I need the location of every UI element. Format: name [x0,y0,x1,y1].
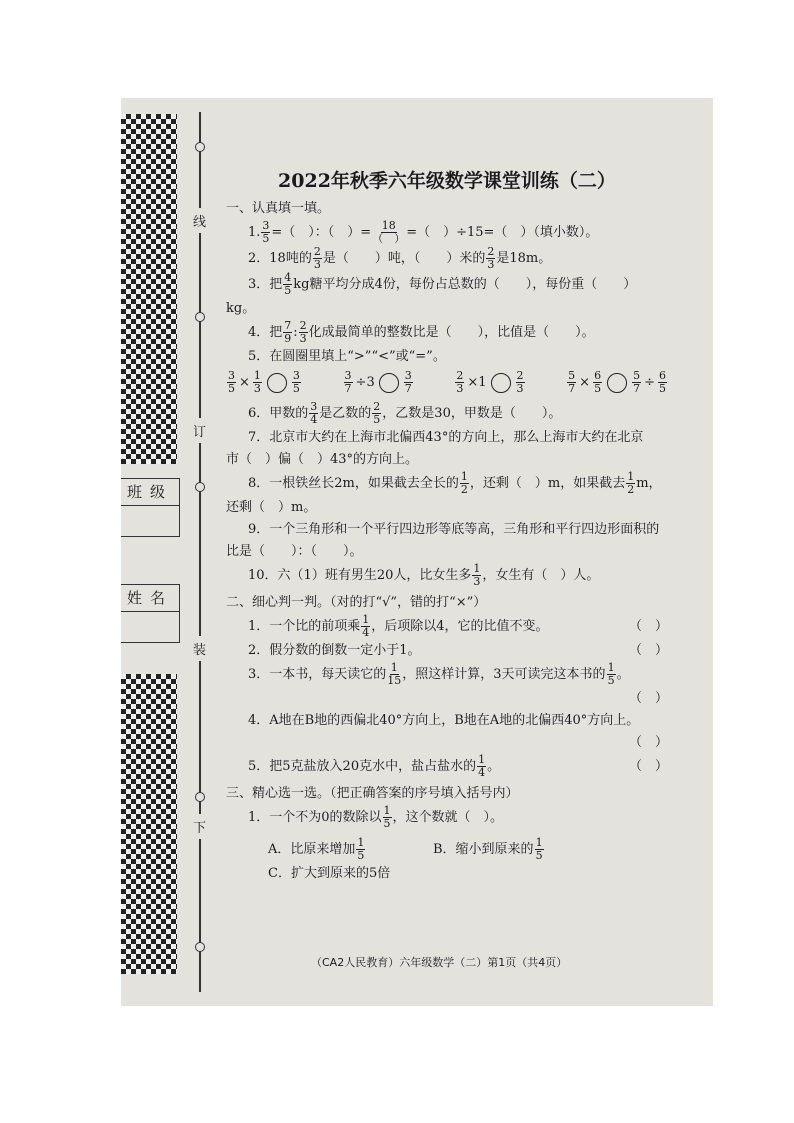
question-2-3-paren [248,688,668,710]
answer-paren[interactable]: （ ） [628,735,668,750]
compare-circle[interactable] [491,373,511,393]
binding-hole [195,942,205,952]
checker-pattern-bottom [121,674,177,974]
option-c[interactable]: C．扩大到原来的5倍 [268,866,391,881]
question-1-1: 1. $\frac{3}{5}$ =（ ）：（ ）= $\frac{18}{( )}$ =（ ）÷15=（ ）（填小数）。 [248,219,599,245]
option-b[interactable]: B．缩小到原来的 $\frac{1}{5}$ [433,836,543,862]
question-2-4: 4．A地在B地的西偏北40°方向上，B地在A地的北偏西40°方向上。 [248,713,640,728]
question-2-2: 2．假分数的倒数一定小于1。 （ ） [248,640,668,662]
bind-label-line: 线 [193,208,206,233]
section1-heading: 一、认真填一填。 [226,201,331,216]
question-1-9: 9．一个三角形和一个平行四边形等底等高，三角形和平行四边形面积的 [248,522,660,537]
class-label: 班级 [121,479,179,506]
page-footer: （CA2人民教育）六年级数学（二）第1页（共4页） [311,956,568,969]
question-2-4-paren [248,732,668,754]
question-2-5: 5．把5克盐放入20克水中，盐占盐水的 $\frac{1}{4}$ 。 （ ） [248,753,668,779]
question-3-1: 1．一个不为0的数除以 $\frac{1}{5}$ ，这个数就（ ）。 [248,804,504,830]
name-label: 姓名 [121,585,179,612]
compare-item: $\frac{2}{3}$ ×1 $\frac{2}{3}$ [456,369,524,395]
binding-hole [195,482,205,492]
compare-circle[interactable] [267,373,287,393]
question-1-2: 2．18吨的 $\frac{2}{3}$ 是（ ）吨，（ ）米的 $\frac{2}{3}$ 是18m。 [248,245,552,271]
question-1-8-cont: 还剩（ ）m。 [226,500,317,515]
binding-hole [195,792,205,802]
question-1-4: 4．把 $\frac{7}{9}$ : $\frac{2}{3}$ 化成最简单的整数比是（ ），比值是（ ）。 [248,319,595,345]
exam-paper [121,98,713,1006]
question-1-9-cont: 比是（ ）：（ ）。 [226,544,363,559]
options-row [268,862,668,886]
bind-label-staple: 订 [193,418,206,443]
question-1-6: 6．甲数的 $\frac{3}{4}$ 是乙数的 $\frac{2}{5}$ ，乙数是30，甲数是（ ）。 [248,400,562,426]
question-2-3: 3．一本书，每天读它的 $\frac{1}{15}$ ，照这样计算，3天可读完这本书的 $\frac{1}{5}$ 。 [248,661,630,687]
answer-paren[interactable]: （ ） [628,759,668,774]
question-1-5: 5．在圆圈里填上“>”“<”或“=”。 [248,349,446,364]
question-1-3: 3．把 $\frac{4}{5}$ kg糖平均分成4份，每份占总数的（ ），每份重（ ） [248,271,637,297]
exam-content [226,166,668,886]
question-1-7-cont: 市（ ）偏（ ）43°的方向上。 [226,452,419,467]
compare-circle[interactable] [379,373,399,393]
binding-hole [195,142,205,152]
binding-hole [195,312,205,322]
question-1-7: 7．北京市大约在上海市北偏西43°的方向上，那么上海市大约在北京 [248,430,644,445]
answer-paren[interactable]: （ ） [628,691,668,706]
option-a[interactable]: A．比原来增加 $\frac{1}{5}$ [268,836,365,862]
bind-label-under: 下 [193,814,206,839]
compare-item: $\frac{3}{7}$ ÷3 $\frac{3}{7}$ [344,369,412,395]
class-field[interactable] [121,506,179,536]
compare-row [226,370,668,395]
question-1-10: 10．六（1）班有男生20人，比女生多 $\frac{1}{3}$ ，女生有（ ）人。 [248,562,600,588]
binding-line [199,112,201,992]
checker-pattern-top [121,114,177,464]
compare-item: $\frac{5}{7}$ × $\frac{6}{5}$ $\frac{5}{7}$ ÷ $\frac{6}{5}$ [568,369,666,395]
name-box [121,584,180,643]
page-title: 2022年秋季六年级数学课堂训练（二） [278,170,616,192]
section2-heading: 二、细心判一判。（对的打“√”，错的打“×”） [226,595,487,610]
question-1-8: 8．一根铁丝长2m，如果截去全长的 $\frac{1}{2}$ ，还剩（ ）m，如果截去 $\frac{1}{2}$ m， [248,470,662,496]
question-2-1: 1．一个比的前项乘 $\frac{1}{4}$ ，后项除以4，它的比值不变。 （ ） [248,613,668,639]
compare-item: $\frac{3}{5}$ × $\frac{1}{3}$ $\frac{3}{5}$ [228,369,300,395]
answer-paren[interactable]: （ ） [628,619,668,634]
answer-paren[interactable]: （ ） [628,643,668,658]
options-row [268,837,668,862]
class-box [121,478,180,537]
section3-heading: 三、精心选一选。（把正确答案的序号填入括号内） [226,786,519,801]
compare-circle[interactable] [607,373,627,393]
name-field[interactable] [121,612,179,642]
bind-label-bind: 装 [193,636,206,661]
question-1-3-cont: kg。 [226,301,256,316]
